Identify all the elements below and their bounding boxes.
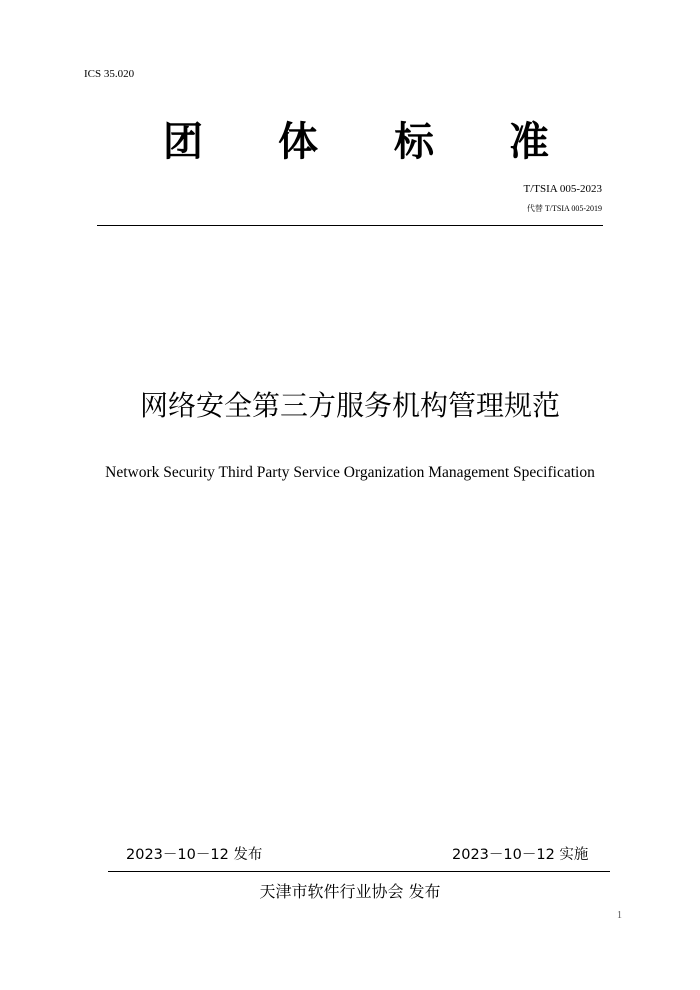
ics-code: ICS 35.020 bbox=[84, 68, 135, 80]
standard-type-char: 准 bbox=[509, 119, 549, 165]
document-title-english: Network Security Third Party Service Organization Management Specification bbox=[105, 464, 595, 481]
replaces-code: 代替 T/TSIA 005-2019 bbox=[526, 204, 602, 213]
publisher: 天津市软件行业协会 发布 bbox=[259, 882, 441, 901]
header-divider bbox=[97, 225, 603, 226]
standard-type-char: 体 bbox=[278, 119, 318, 165]
implement-date: 2023－10－12 实施 bbox=[452, 847, 589, 863]
publish-date: 2023－10－12 发布 bbox=[126, 847, 263, 863]
standard-type-heading bbox=[0, 112, 700, 172]
page-number: 1 bbox=[617, 910, 622, 921]
document-title-chinese: 网络安全第三方服务机构管理规范 bbox=[139, 389, 560, 422]
standard-code: T/TSIA 005-2023 bbox=[523, 183, 602, 195]
footer-divider bbox=[108, 871, 610, 872]
standard-type-char: 标 bbox=[394, 119, 434, 165]
standard-type-char: 团 bbox=[163, 119, 203, 165]
